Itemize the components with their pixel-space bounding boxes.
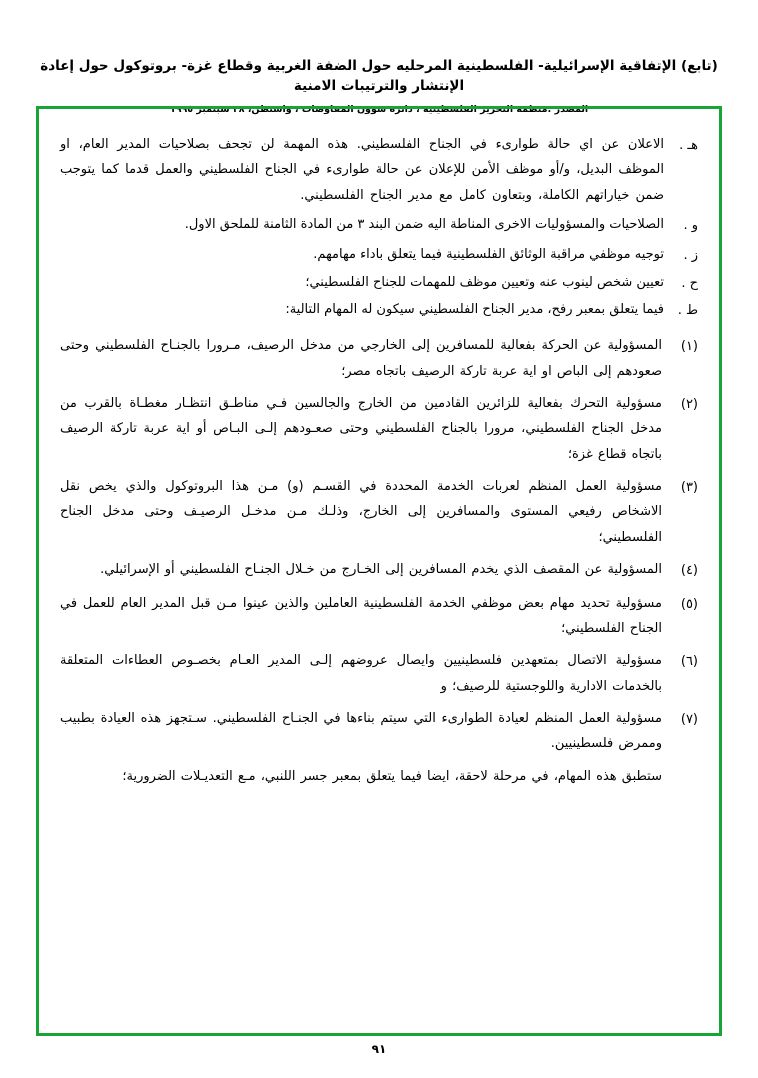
sub-clause-text: مسؤولية العمل المنظم لعيادة الطوارىء التي سيتم بناءها في الجنـاح الفلسطيني. سـتجهز هذه العيادة بطبيب وممرض فلسطينيين.	[60, 710, 662, 752]
sub-clause-item	[60, 557, 698, 583]
sub-clause-marker: (٤)	[680, 563, 698, 579]
sub-clause-text: مسؤولية التحرك بفعالية للزائرين القادمين من الخارج والجالسين فـي مناطـق انتظـار مغطـاة بالقرب من مدخل الجناح الفلسطيني، مرورا بالجناح الفلسطيني وحتى صعـودهم إلـى البـاص أو اية عربة تاركة الرصيف باتجاه قطاع غزة؛	[60, 396, 662, 462]
sub-clause-item	[60, 333, 698, 384]
clause-marker: و .	[683, 218, 698, 234]
clause-text: الاعلان عن اي حالة طوارىء في الجناح الفلسطيني. هذه المهمة لن تجحف بصلاحيات المدير العام، او الموظف البديل، و/أو موظف الأمن للإعلان عن حالة طوارىء في الجناح الفلسطيني والعمل قدما كما يتوجب ضمن خياراتهم الكاملة، وبتعاون كامل مع مدير الجناح الفلسطيني.	[60, 137, 664, 203]
clause-text: فيما يتعلق بمعبر رفح، مدير الجناح الفلسطيني سيكون له المهام التالية:	[285, 302, 664, 318]
clause-marker: ز .	[683, 248, 698, 264]
clause-marker: ح .	[681, 275, 698, 291]
page-number: ٩١	[371, 1042, 387, 1056]
clause-item	[60, 297, 698, 323]
sub-clause-item	[60, 474, 698, 550]
sub-clause-text: مسؤولية الاتصال بمتعهدين فلسطينيين وايصال عروضهم إلـى المدير العـام بخصـوص العطاءات المتعلقة بالخدمات الادارية واللوجستية للرصيف؛ و	[60, 653, 662, 694]
source-line: المصدر :منظمة التحرير الفلسطينية ، دائرة شؤون المفاوضات ، واشنطن، ٢٨ سبتمبر ١٩٩٥	[169, 103, 589, 115]
sub-clause-text: المسؤولية عن الحركة بفعالية للمسافرين إلى الخارجي من مدخل الرصيف، مـرورا بالجنـاح الفلسطيني وحتى صعودهم إلى الباص او اية عربة تاركة الرصيف باتجاه مصر؛	[60, 338, 662, 379]
sub-clause-marker: (٥)	[680, 596, 698, 612]
document-header	[0, 0, 758, 115]
document-body	[60, 132, 698, 789]
sub-clause-marker: (٧)	[680, 711, 698, 727]
sub-clause-marker: (٢)	[680, 397, 698, 413]
clause-item	[60, 242, 698, 268]
sub-clause-list	[60, 333, 698, 756]
sub-clause-marker: (٦)	[680, 654, 698, 670]
sub-clause-item	[60, 648, 698, 699]
sub-clause-text: مسؤولية تحديد مهام بعض موظفي الخدمة الفلسطينية العاملين والذين عينوا مـن قبل المدير العام للعمل في الجناح الفلسطيني؛	[60, 595, 662, 636]
clause-marker: هـ .	[679, 138, 698, 153]
clause-text: تعيين شخص لينوب عنه وتعيين موظف للمهمات للجناح الفلسطيني؛	[305, 274, 664, 290]
clause-item	[60, 212, 698, 238]
sub-clause-text: المسؤولية عن المقصف الذي يخدم المسافرين إلى الخـارج من خـلال الجنـاح الفلسطيني أو الإسرائيلي.	[100, 562, 662, 578]
clause-text: توجيه موظفي مراقبة الوثائق الفلسطينية فيما يتعلق باداء مهامهم.	[313, 247, 664, 263]
clause-item	[60, 132, 698, 208]
sub-clause-text: مسؤولية العمل المنظم لعربات الخدمة المحددة في القسـم (و) مـن هذا البروتوكول والذي يخص نقل الاشخاص رفيعي المستوى والمسافرين إلى الخارج، وذلـك مـن مدخـل الرصيـف وحتى مدخل الجناح الفلسطيني؛	[60, 479, 662, 545]
page-title: (تابع) الإتفاقية الإسرائيلية- الفلسطينية المرحليه حول الضفة الغربية وقطاع غزة- بروتوكول حول إعادة الإنتشار والترتيبات الامنية	[40, 58, 718, 95]
sub-clause-marker: (٣)	[680, 480, 698, 496]
trailing-paragraph: ستطبق هذه المهام، في مرحلة لاحقة، ايضا فيما يتعلق بمعبر جسر اللنبي، مـع التعديـلات الضرورية؛	[122, 768, 662, 784]
clause-text: الصلاحيات والمسؤوليات الاخرى المناطة اليه ضمن البند ٣ من المادة الثامنة للملحق الاول.	[184, 217, 664, 233]
sub-clause-item	[60, 706, 698, 757]
sub-clause-item	[60, 391, 698, 467]
clause-marker: ط .	[677, 303, 698, 319]
sub-clause-marker: (١)	[680, 339, 698, 355]
clause-item	[60, 270, 698, 296]
sub-clause-item	[60, 591, 698, 642]
